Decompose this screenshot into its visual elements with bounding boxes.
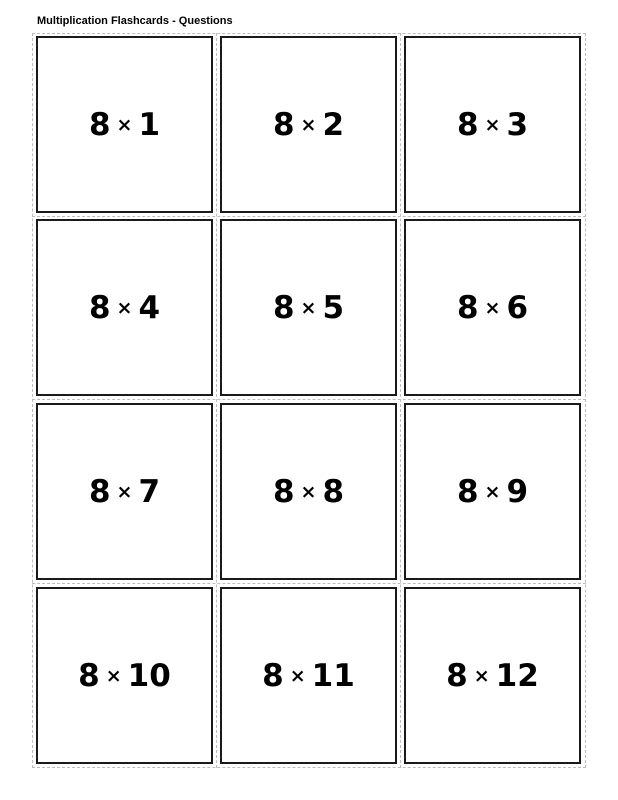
flashcard	[36, 403, 213, 580]
cut-line	[216, 33, 217, 768]
flashcard	[404, 219, 581, 396]
flashcard	[404, 403, 581, 580]
multiply-sign: ×	[116, 113, 133, 136]
multiply-sign: ×	[289, 664, 306, 687]
factor-a: 8	[456, 106, 479, 143]
multiply-sign: ×	[300, 113, 317, 136]
flashcard-question	[89, 290, 160, 326]
multiply-sign: ×	[300, 296, 317, 319]
factor-a: 8	[446, 657, 468, 694]
factor-b: 2	[322, 106, 345, 143]
flashcard	[220, 219, 397, 396]
multiply-sign: ×	[300, 480, 317, 503]
flashcard-question	[446, 658, 539, 694]
factor-b: 5	[322, 289, 345, 326]
flashcard-question	[457, 474, 528, 510]
factor-a: 8	[272, 289, 295, 326]
flashcard	[220, 36, 397, 213]
factor-a: 8	[88, 289, 111, 326]
flashcard-question	[457, 290, 528, 326]
factor-a: 8	[88, 106, 111, 143]
flashcard-question	[89, 474, 160, 510]
flashcard	[36, 587, 213, 764]
flashcard-question	[273, 290, 344, 326]
flashcard	[36, 219, 213, 396]
page-title: Multiplication Flashcards - Questions	[37, 15, 233, 27]
factor-a: 8	[88, 473, 111, 510]
flashcard-question	[457, 107, 528, 143]
multiply-sign: ×	[473, 664, 490, 687]
flashcard	[404, 36, 581, 213]
flashcard	[404, 587, 581, 764]
factor-b: 3	[506, 106, 529, 143]
factor-a: 8	[272, 106, 295, 143]
flashcard	[36, 36, 213, 213]
factor-b: 4	[138, 289, 161, 326]
factor-b: 9	[506, 473, 529, 510]
multiply-sign: ×	[484, 480, 501, 503]
factor-a: 8	[456, 289, 479, 326]
cut-line	[32, 399, 586, 400]
multiply-sign: ×	[484, 113, 501, 136]
flashcard-question	[78, 658, 171, 694]
factor-a: 8	[78, 657, 100, 694]
flashcard	[220, 403, 397, 580]
factor-a: 8	[262, 657, 284, 694]
factor-b: 6	[506, 289, 529, 326]
multiply-sign: ×	[105, 664, 122, 687]
flashcard-question	[273, 474, 344, 510]
cut-line	[32, 583, 586, 584]
factor-b: 7	[138, 473, 161, 510]
flashcard-question	[89, 107, 160, 143]
cut-line	[400, 33, 401, 768]
factor-b: 8	[322, 473, 345, 510]
flashcard	[220, 587, 397, 764]
flashcard-question	[273, 107, 344, 143]
factor-b: 10	[127, 657, 171, 694]
factor-a: 8	[272, 473, 295, 510]
factor-b: 1	[138, 106, 161, 143]
multiply-sign: ×	[116, 296, 133, 319]
multiply-sign: ×	[484, 296, 501, 319]
factor-a: 8	[456, 473, 479, 510]
factor-b: 11	[311, 657, 355, 694]
multiply-sign: ×	[116, 480, 133, 503]
flashcard-question	[262, 658, 355, 694]
cut-line	[32, 216, 586, 217]
factor-b: 12	[495, 657, 539, 694]
